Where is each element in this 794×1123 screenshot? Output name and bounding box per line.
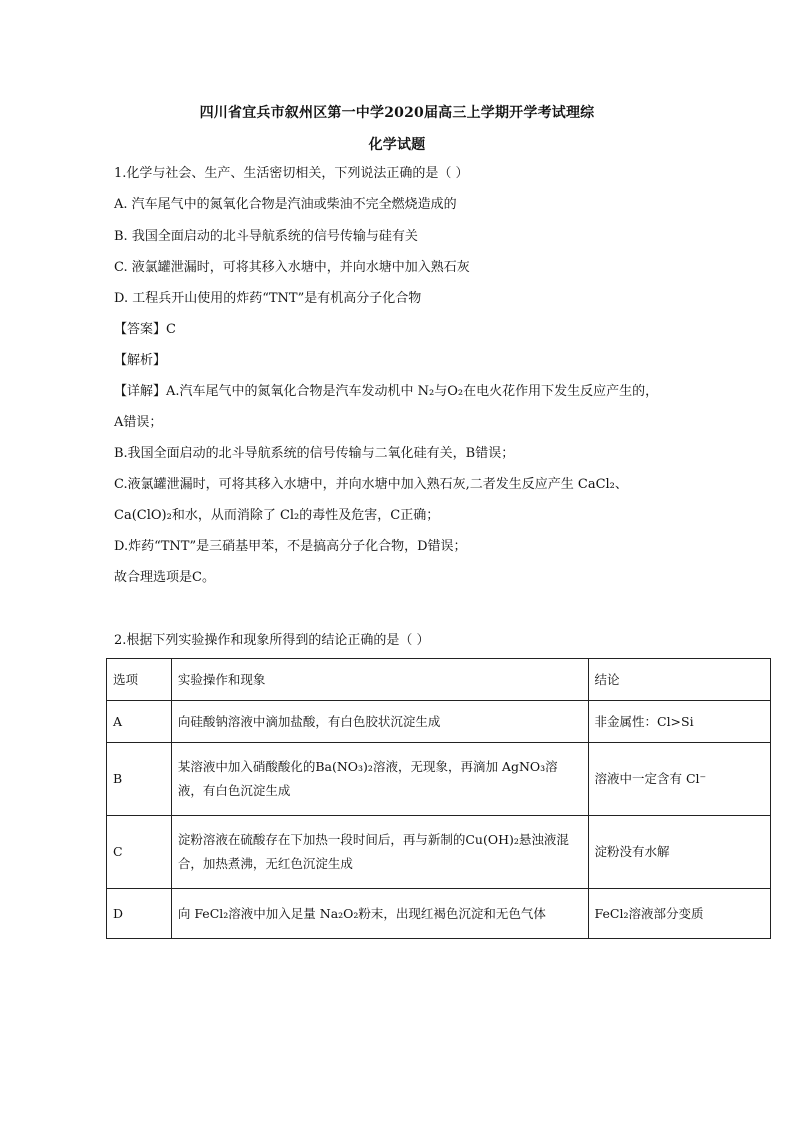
q2-question: 2.根据下列实验操作和现象所得到的结论正确的是（ ） [114,633,430,648]
q1-detail-line: B.我国全面启动的北斗导航系统的信号传输与二氧化硅有关，B错误； [114,446,515,461]
header-option: 选项 [107,659,172,701]
q1-detail-line: D.炸药“TNT”是三硝基甲苯，不是搞高分子化合物，D错误； [114,539,467,554]
row-conclusion: FeCl₂溶液部分变质 [588,889,771,939]
q1-conclusion: 故合理选项是C。 [114,570,215,585]
row-operation: 某溶液中加入硝酸酸化的Ba(NO₃)₂溶液，无现象，再滴加 AgNO₃溶液，有白色沉淀生成 [171,743,588,816]
q1-analysis-label: 【解析】 [114,353,167,368]
row-conclusion: 溶液中一定含有 Cl⁻ [588,743,771,816]
document-title: 四川省宜兵市叙州区第一中学2020届高三上学期开学考试理综 [199,105,595,121]
row-option: D [107,889,172,939]
row-operation: 淀粉溶液在硫酸存在下加热一段时间后，再与新制的Cu(OH)₂悬浊液混合，加热煮沸，无红色沉淀生成 [171,816,588,889]
q1-option-a: A. 汽车尾气中的氮氧化合物是汽油或柴油不完全燃烧造成的 [114,197,457,212]
q1-option-c: C. 液氯罐泄漏时，可将其移入水塘中，并向水塘中加入熟石灰 [114,260,470,275]
q1-detail-line: Ca(ClO)₂和水，从而消除了 Cl₂的毒性及危害，C正确； [114,508,440,523]
document-subtitle: 化学试题 [368,137,426,153]
q1-option-d: D. 工程兵开山使用的炸药“TNT”是有机高分子化合物 [114,291,422,306]
table-row [107,889,771,939]
table-row [107,701,771,743]
table-row [107,816,771,889]
q1-question: 1.化学与社会、生产、生活密切相关，下列说法正确的是（ ） [114,166,469,181]
header-operation: 实验操作和现象 [171,659,588,701]
row-operation: 向硅酸钠溶液中滴加盐酸，有白色胶状沉淀生成 [171,701,588,743]
row-conclusion: 淀粉没有水解 [588,816,771,889]
row-option: A [107,701,172,743]
header-conclusion: 结论 [588,659,771,701]
table-row [107,743,771,816]
q1-detail-line: A错误； [114,415,163,430]
table-header-row [107,659,771,701]
row-operation: 向 FeCl₂溶液中加入足量 Na₂O₂粉末，出现红褐色沉淀和无色气体 [171,889,588,939]
q1-answer: 【答案】C [114,322,176,337]
row-option: B [107,743,172,816]
q1-option-b: B. 我国全面启动的北斗导航系统的信号传输与硅有关 [114,229,418,244]
q1-detail-line: C.液氯罐泄漏时，可将其移入水塘中，并向水塘中加入熟石灰,二者发生反应产生 CaCl₂、 [114,477,628,492]
q1-detail-line: 【详解】A.汽车尾气中的氮氧化合物是汽车发动机中 N₂与O₂在电火花作用下发生反应产生的， [114,384,659,399]
row-conclusion: 非金属性：Cl>Si [588,701,771,743]
row-option: C [107,816,172,889]
q2-table [106,658,771,939]
